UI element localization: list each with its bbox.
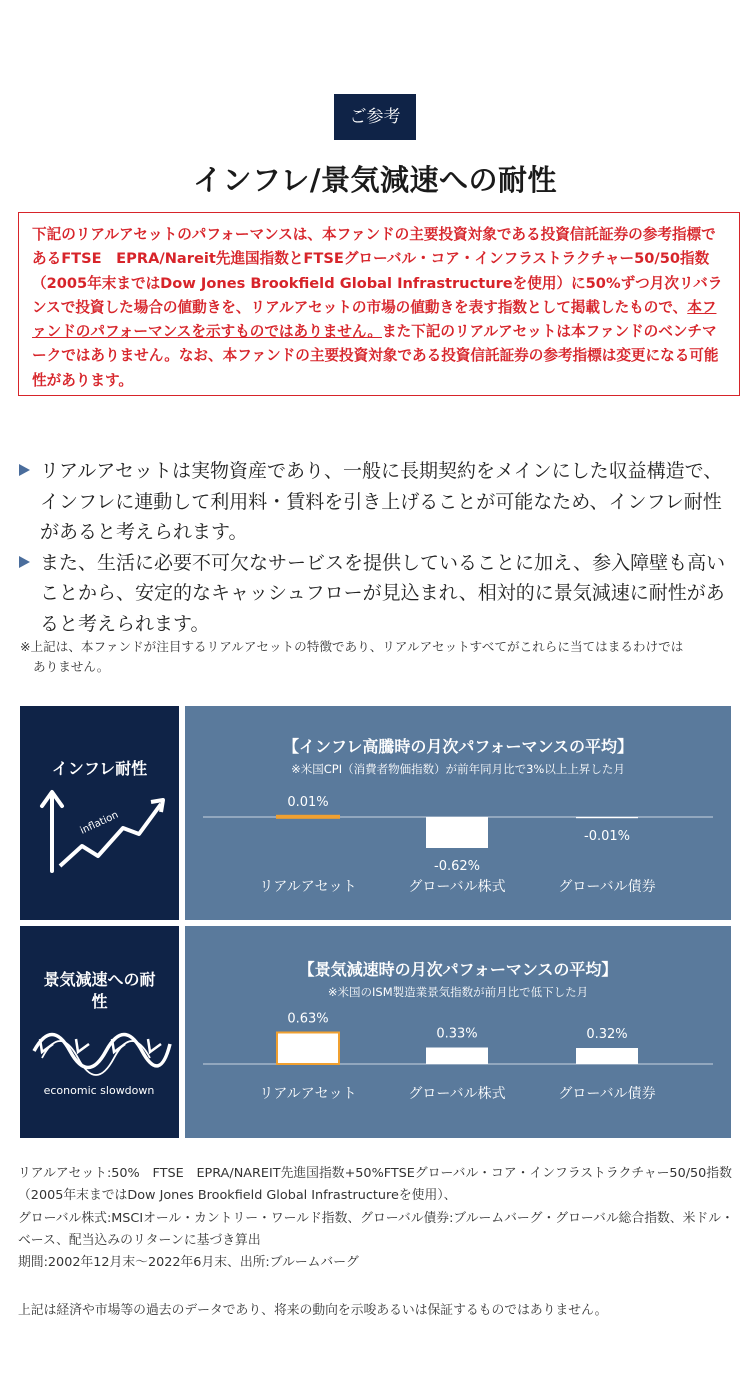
bullet-item [18, 456, 736, 548]
bar-0 [277, 1033, 339, 1065]
bullet-text: また、生活に必要不可欠なサービスを提供していることに加え、参入障壁も高いことから、安定的なキャッシュフローが見込まれ、相対的に景気減速に耐性があると考えられます。 [40, 551, 726, 635]
inflation-chart-subtitle: ※米国CPI（消費者物価指数）が前年同月比で3%以上上昇した月 [291, 762, 625, 776]
slowdown-label-panel [20, 926, 179, 1138]
slowdown-chart-subtitle: ※米国のISM製造業景気指数が前月比で低下した月 [327, 985, 589, 999]
bar-value-label: -0.62% [434, 859, 480, 874]
slowdown-chart-panel [185, 926, 731, 1138]
disclaimer-text-underlined: 本ファンドのパフォーマンスを示すものではありません。 [32, 298, 717, 341]
footnote-line: 期間:2002年12月末～2022年6月末、出所:ブルームバーグ [18, 1255, 359, 1271]
bar-value-label: 0.63% [287, 1011, 329, 1027]
footnote-line: リアルアセット:50% FTSE EPRA/NAREIT先進国指数+50%FTSEグローバル・コア・インフラストラクチャー50/50指数 [18, 1166, 732, 1181]
inflation-chart-title: 【インフレ高騰時の月次パフォーマンスの平均】 [282, 737, 634, 756]
bar-2 [576, 817, 638, 818]
category-label: グローバル債券 [558, 879, 656, 895]
bar-value-label: 0.01% [287, 794, 329, 810]
feature-note [20, 637, 710, 677]
slowdown-bar-chart [185, 926, 731, 1138]
bar-2 [576, 1048, 638, 1064]
category-label: グローバル株式 [408, 1086, 506, 1102]
disclaimer-text-b: また下記のリアルアセットは本ファンドのベンチマークではありません。なお、本ファンドの主要投資対象である投資信託証券の参考指標は変更になる可能性があります。 [32, 323, 719, 389]
inflation-label-panel [20, 706, 179, 920]
page-title: インフレ/景気減速への耐性 [193, 163, 557, 197]
triangle-bullet-icon [19, 556, 30, 568]
disclaimer-box [18, 212, 740, 396]
bar-0 [277, 816, 339, 818]
bar-value-label: -0.01% [584, 829, 630, 845]
feature-bullets [18, 456, 736, 639]
inflation-arrow-icon [20, 706, 179, 920]
disclaimer-text-a: 下記のリアルアセットのパフォーマンスは、本ファンドの主要投資対象である投資信託証券の参考指標であるFTSE EPRA/Nareit先進国指数とFTSEグローバル・コア・インフラストラクチャー50/50指数（2005年末まではDow Jones Brookfield Global Infrastructureを使用）に50%ずつ月次リバランスで投資した場合の値動きを、リアルアセットの市場の値動きを表す指数として掲載したもので、 [32, 226, 723, 316]
slowdown-chart-title: 【景気減速時の月次パフォーマンスの平均】 [298, 960, 618, 979]
category-label: グローバル株式 [408, 879, 506, 895]
inflation-bar-chart [185, 706, 731, 920]
economic-slowdown-wave-icon [20, 926, 179, 1138]
inflation-chart-panel [185, 706, 731, 920]
footnote-line: （2005年末まではDow Jones Brookfield Global Infrastructureを使用）、 [18, 1188, 457, 1204]
footnote-line: ベース、配当込みのリターンに基づき算出 [18, 1232, 261, 1248]
note-line: ※上記は、本ファンドが注目するリアルアセットの特徴であり、リアルアセットすべてがこれらに当てはまるわけでは [20, 639, 684, 654]
bar-value-label: 0.33% [436, 1026, 478, 1042]
footnote-disclaimer: 上記は経済や市場等の過去のデータであり、将来の動向を示唆あるいは保証するものではありません。 [18, 1303, 608, 1319]
inflation-side-label: インフレ耐性 [51, 759, 148, 778]
bullet-item [18, 548, 736, 640]
bar-1 [426, 817, 488, 848]
note-line: ありません。 [33, 659, 110, 674]
footnote-line: グローバル株式:MSCIオール・カントリー・ワールド指数、グローバル債券:ブルームバーグ・グローバル総合指数、米ドル・ [18, 1210, 734, 1226]
slowdown-icon-label: economic slowdown [43, 1084, 155, 1097]
bar-1 [426, 1048, 488, 1065]
bullet-text: リアルアセットは実物資産であり、一般に長期契約をメインにした収益構造で、インフレに連動して利用料・賃料を引き上げることが可能なため、インフレ耐性があると考えられます。 [40, 460, 723, 543]
category-label: グローバル債券 [558, 1086, 656, 1102]
bar-value-label: 0.32% [586, 1027, 628, 1042]
slowdown-side-label: 景気減速への耐性 [43, 970, 156, 1011]
inflation-icon-label: inflation [78, 809, 121, 837]
reference-badge: ご参考 [334, 94, 416, 140]
footnotes [18, 1163, 736, 1323]
triangle-bullet-icon [19, 464, 30, 476]
category-label: リアルアセット [259, 1086, 357, 1102]
category-label: リアルアセット [259, 879, 357, 895]
